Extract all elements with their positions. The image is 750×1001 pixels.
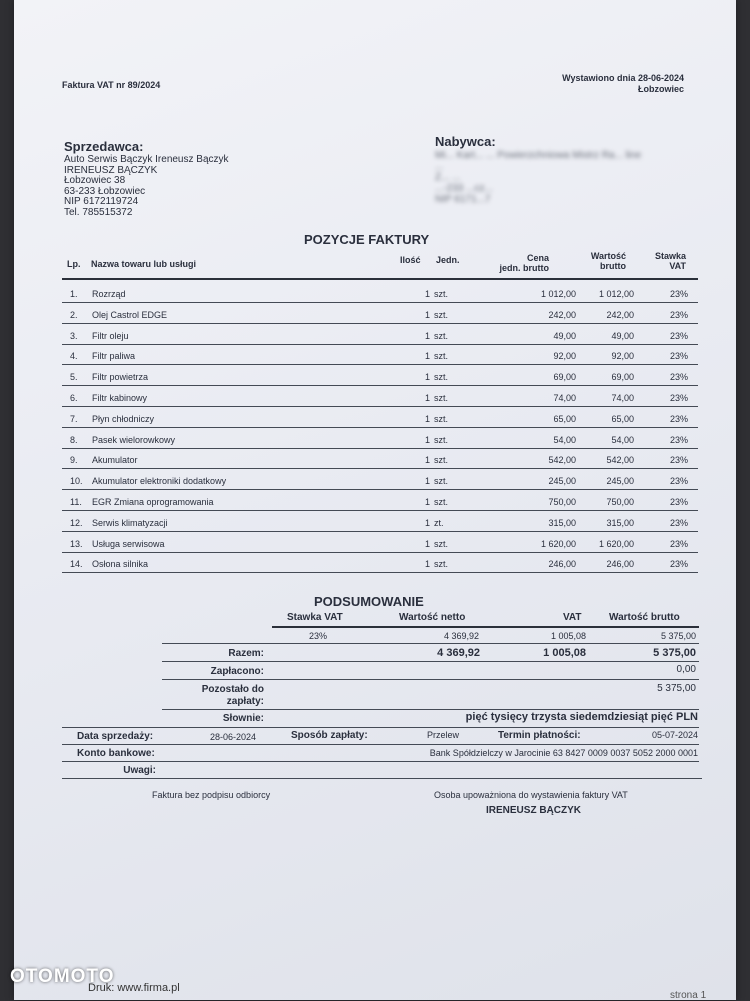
item-price: 542,00: [548, 455, 576, 466]
item-unit: szt.: [434, 538, 449, 549]
buyer-heading: Nabywca:: [435, 134, 496, 149]
item-vat: 23%: [669, 476, 688, 487]
item-lp: 11.: [70, 497, 82, 507]
item-value: 92,00: [611, 351, 634, 362]
table-row: [62, 365, 698, 386]
item-vat: 23%: [669, 330, 688, 341]
due-label: Termin płatności:: [498, 730, 581, 741]
item-vat: 23%: [669, 393, 688, 403]
item-qty: 1: [424, 372, 430, 383]
item-qty: 1: [424, 559, 430, 570]
item-value: 1 620,00: [598, 538, 634, 549]
account-label: Konto bankowe:: [77, 748, 155, 759]
col-unit: Jedn.: [436, 255, 460, 265]
table-row: [62, 303, 698, 324]
details-rule-2: [62, 744, 699, 745]
item-name: Akumulator: [92, 455, 138, 466]
item-lp: 12.: [70, 517, 83, 528]
due-date: 05-07-2024: [651, 730, 698, 740]
seller-name: Auto Serwis Bączyk Ireneusz Bączyk: [64, 154, 229, 165]
col-name: Nazwa towaru lub usługi: [91, 259, 197, 269]
item-unit: szt.: [434, 393, 449, 403]
table-row: [62, 324, 698, 345]
seller-nip: NIP 6172119724: [64, 196, 139, 207]
item-lp: 4.: [70, 351, 78, 362]
item-name: Osłona silnika: [92, 559, 149, 570]
item-price: 242,00: [548, 309, 576, 320]
item-unit: szt.: [434, 413, 449, 424]
item-name: Pasek wielorowkowy: [92, 434, 176, 445]
item-qty: 1: [424, 434, 430, 445]
remaining-label-1: Pozostało do: [201, 684, 264, 695]
item-lp: 5.: [70, 372, 78, 383]
table-row: [62, 469, 698, 490]
item-qty: 1: [424, 393, 430, 403]
item-name: Filtr powietrza: [92, 372, 149, 383]
razem-net: 4 369,92: [437, 647, 480, 659]
signature-name: IRENEUSZ BĄCZYK: [486, 805, 582, 816]
remaining-value: 5 375,00: [657, 683, 696, 694]
item-price: 246,00: [548, 559, 576, 570]
item-unit: szt.: [434, 434, 449, 445]
item-vat: 23%: [669, 413, 688, 424]
item-price: 49,00: [553, 330, 576, 341]
item-price: 65,00: [553, 413, 576, 424]
item-value: 315,00: [606, 517, 634, 528]
paid-value: 0,00: [676, 664, 696, 675]
item-name: Usługa serwisowa: [92, 538, 165, 549]
summary-col-gross: Wartość brutto: [609, 612, 680, 623]
item-unit: szt.: [434, 497, 449, 507]
col-value-1: Wartość: [590, 251, 626, 261]
item-unit: szt.: [434, 330, 449, 341]
item-name: Filtr paliwa: [92, 351, 136, 362]
notes-label: Uwagi:: [123, 765, 156, 776]
summary-col-vat: VAT: [563, 612, 582, 623]
item-qty: 1: [424, 538, 430, 549]
payment-method: Przelew: [427, 730, 460, 740]
item-price: 245,00: [548, 476, 576, 487]
item-value: 242,00: [606, 309, 634, 320]
buyer-nip: NIP 6171...7: [435, 194, 491, 205]
details-rule-1: [62, 727, 699, 728]
item-qty: 1: [424, 330, 430, 341]
otomoto-watermark: OTOMOTO: [10, 966, 115, 987]
item-price: 1 012,00: [540, 289, 576, 299]
razem-vat: 1 005,08: [543, 647, 586, 659]
buyer-line-2: ...: [435, 161, 444, 172]
signature-left: Faktura bez podpisu odbiorcy: [152, 790, 271, 800]
sale-date: 28-06-2024: [210, 732, 257, 742]
col-price-1: Cena: [526, 253, 549, 263]
summary-gross-value: 5 375,00: [660, 631, 696, 641]
items-header-rule: [62, 278, 698, 280]
col-price-2: jedn. brutto: [499, 263, 549, 273]
item-unit: szt.: [434, 455, 449, 466]
seller-street: Łobzowiec 38: [64, 175, 126, 186]
summary-col-net: Wartość netto: [399, 612, 466, 623]
words-label: Słownie:: [222, 713, 264, 724]
item-vat: 23%: [669, 289, 688, 299]
item-name: Akumulator elektroniki dodatkowy: [92, 476, 227, 487]
item-unit: szt.: [434, 559, 449, 570]
item-qty: 1: [424, 413, 430, 424]
table-row: [62, 532, 698, 553]
item-vat: 23%: [669, 517, 688, 528]
issue-place: Łobzowiec: [637, 84, 684, 94]
seller-owner: IRENEUSZ BĄCZYK: [64, 164, 158, 176]
item-price: 74,00: [553, 393, 576, 403]
summary-vat-value: 1 005,08: [550, 631, 586, 641]
item-vat: 23%: [669, 372, 688, 383]
table-row: [62, 511, 698, 532]
item-value: 54,00: [611, 434, 634, 445]
details-rule-4: [62, 778, 702, 779]
summary-col-rate: Stawka VAT: [287, 612, 343, 623]
table-row: [62, 448, 698, 469]
invoice-paper: [14, 0, 736, 1000]
buyer-street: Z... ...: [435, 172, 461, 183]
item-vat: 23%: [669, 538, 688, 549]
items-title: POZYCJE FAKTURY: [304, 232, 430, 247]
summary-header-rule: [272, 626, 699, 628]
item-qty: 1: [424, 497, 430, 507]
item-qty: 1: [424, 517, 430, 528]
item-name: Serwis klimatyzacji: [92, 517, 168, 528]
item-price: 315,00: [548, 517, 576, 528]
summary-rule-2: [162, 661, 699, 662]
summary-rule-1: [162, 643, 699, 644]
table-row: [62, 428, 698, 449]
item-name: EGR Zmiana oprogramowania: [92, 497, 214, 507]
razem-gross: 5 375,00: [653, 647, 696, 659]
footer-page: strona 1: [670, 990, 707, 1001]
item-qty: 1: [424, 455, 430, 466]
item-vat: 23%: [669, 559, 688, 570]
paid-label: Zapłacono:: [210, 666, 264, 677]
payment-method-label: Sposób zapłaty:: [291, 730, 368, 741]
item-vat: 23%: [669, 434, 688, 445]
item-qty: 1: [424, 476, 430, 487]
summary-net-value: 4 369,92: [443, 631, 479, 641]
item-unit: szt.: [434, 372, 449, 383]
item-lp: 1.: [70, 289, 78, 299]
item-unit: zt.: [434, 517, 444, 528]
item-lp: 3.: [70, 330, 78, 341]
buyer-city: ...-233 ...cz...: [435, 183, 493, 194]
item-name: Filtr kabinowy: [92, 393, 148, 403]
issue-date: Wystawiono dnia 28-06-2024: [562, 73, 684, 83]
table-row: [62, 407, 698, 428]
buyer-block: [435, 150, 641, 205]
col-rate-1: Stawka: [654, 251, 686, 261]
buyer-name: Mi... Kart... ... Powierzchniowa Mistrz Ra... line: [435, 150, 642, 161]
item-price: 54,00: [553, 434, 576, 445]
table-row: [62, 552, 698, 573]
item-unit: szt.: [434, 351, 449, 362]
item-price: 92,00: [553, 351, 576, 362]
item-vat: 23%: [669, 497, 688, 507]
footer-url: Druk: www.firma.pl: [88, 982, 180, 994]
summary-title: PODSUMOWANIE: [314, 594, 424, 609]
summary-rule-3: [162, 679, 699, 680]
item-unit: szt.: [434, 476, 449, 487]
item-lp: 7.: [70, 413, 78, 424]
item-value: 49,00: [611, 330, 634, 341]
item-qty: 1: [424, 309, 430, 320]
details-rule-3: [62, 761, 699, 762]
item-name: Filtr oleju: [92, 330, 129, 341]
item-lp: 14.: [70, 559, 83, 570]
seller-block: [64, 155, 229, 218]
item-value: 65,00: [611, 413, 634, 424]
item-price: 750,00: [548, 497, 576, 507]
item-price: 69,00: [553, 372, 576, 383]
col-rate-2: VAT: [669, 261, 686, 271]
seller-city: 63-233 Łobzowiec: [64, 185, 146, 197]
item-lp: 2.: [70, 309, 78, 320]
item-name: Olej Castrol EDGE: [92, 309, 168, 320]
item-price: 1 620,00: [540, 538, 576, 549]
summary-rule-4: [162, 709, 699, 710]
table-row: [62, 344, 698, 365]
signature-right: Osoba upoważniona do wystawienia faktury VAT: [434, 790, 628, 800]
item-value: 246,00: [606, 559, 634, 570]
words-value: pięć tysięcy trzysta siedemdziesiąt pięć PLN: [465, 711, 698, 723]
item-value: 542,00: [606, 455, 634, 466]
item-lp: 13.: [70, 538, 83, 549]
table-row: [62, 490, 698, 511]
invoice-title: Faktura VAT nr 89/2024: [62, 80, 161, 90]
col-qty: Ilość: [400, 255, 421, 265]
col-lp: Lp.: [67, 259, 81, 269]
item-lp: 10.: [70, 476, 83, 487]
item-lp: 6.: [70, 393, 78, 403]
item-unit: szt.: [434, 309, 449, 320]
item-name: Rozrząd: [92, 289, 126, 299]
item-name: Płyn chłodniczy: [92, 413, 155, 424]
item-lp: 8.: [70, 434, 78, 445]
item-lp: 9.: [70, 455, 78, 466]
item-vat: 23%: [669, 455, 688, 466]
item-value: 74,00: [611, 393, 634, 403]
sale-date-label: Data sprzedaży:: [77, 731, 154, 742]
item-value: 245,00: [606, 476, 634, 487]
col-value-2: brutto: [600, 261, 626, 271]
remaining-label-2: zapłaty:: [226, 696, 264, 707]
item-unit: szt.: [434, 289, 449, 299]
seller-phone: Tel. 785515372: [64, 206, 133, 218]
seller-heading: Sprzedawca:: [64, 139, 144, 154]
item-value: 69,00: [611, 372, 634, 383]
item-vat: 23%: [669, 309, 688, 320]
table-row: [62, 386, 698, 407]
razem-label: Razem:: [228, 648, 264, 659]
table-row: [62, 282, 698, 303]
summary-rate-value: 23%: [309, 631, 328, 641]
item-qty: 1: [424, 351, 430, 362]
item-vat: 23%: [669, 351, 688, 362]
account-value: Bank Spółdzielczy w Jarocinie 63 8427 0009 0037 5052 2000 0001: [429, 748, 698, 758]
item-qty: 1: [424, 289, 430, 299]
item-value: 750,00: [606, 497, 634, 507]
item-value: 1 012,00: [598, 289, 634, 299]
